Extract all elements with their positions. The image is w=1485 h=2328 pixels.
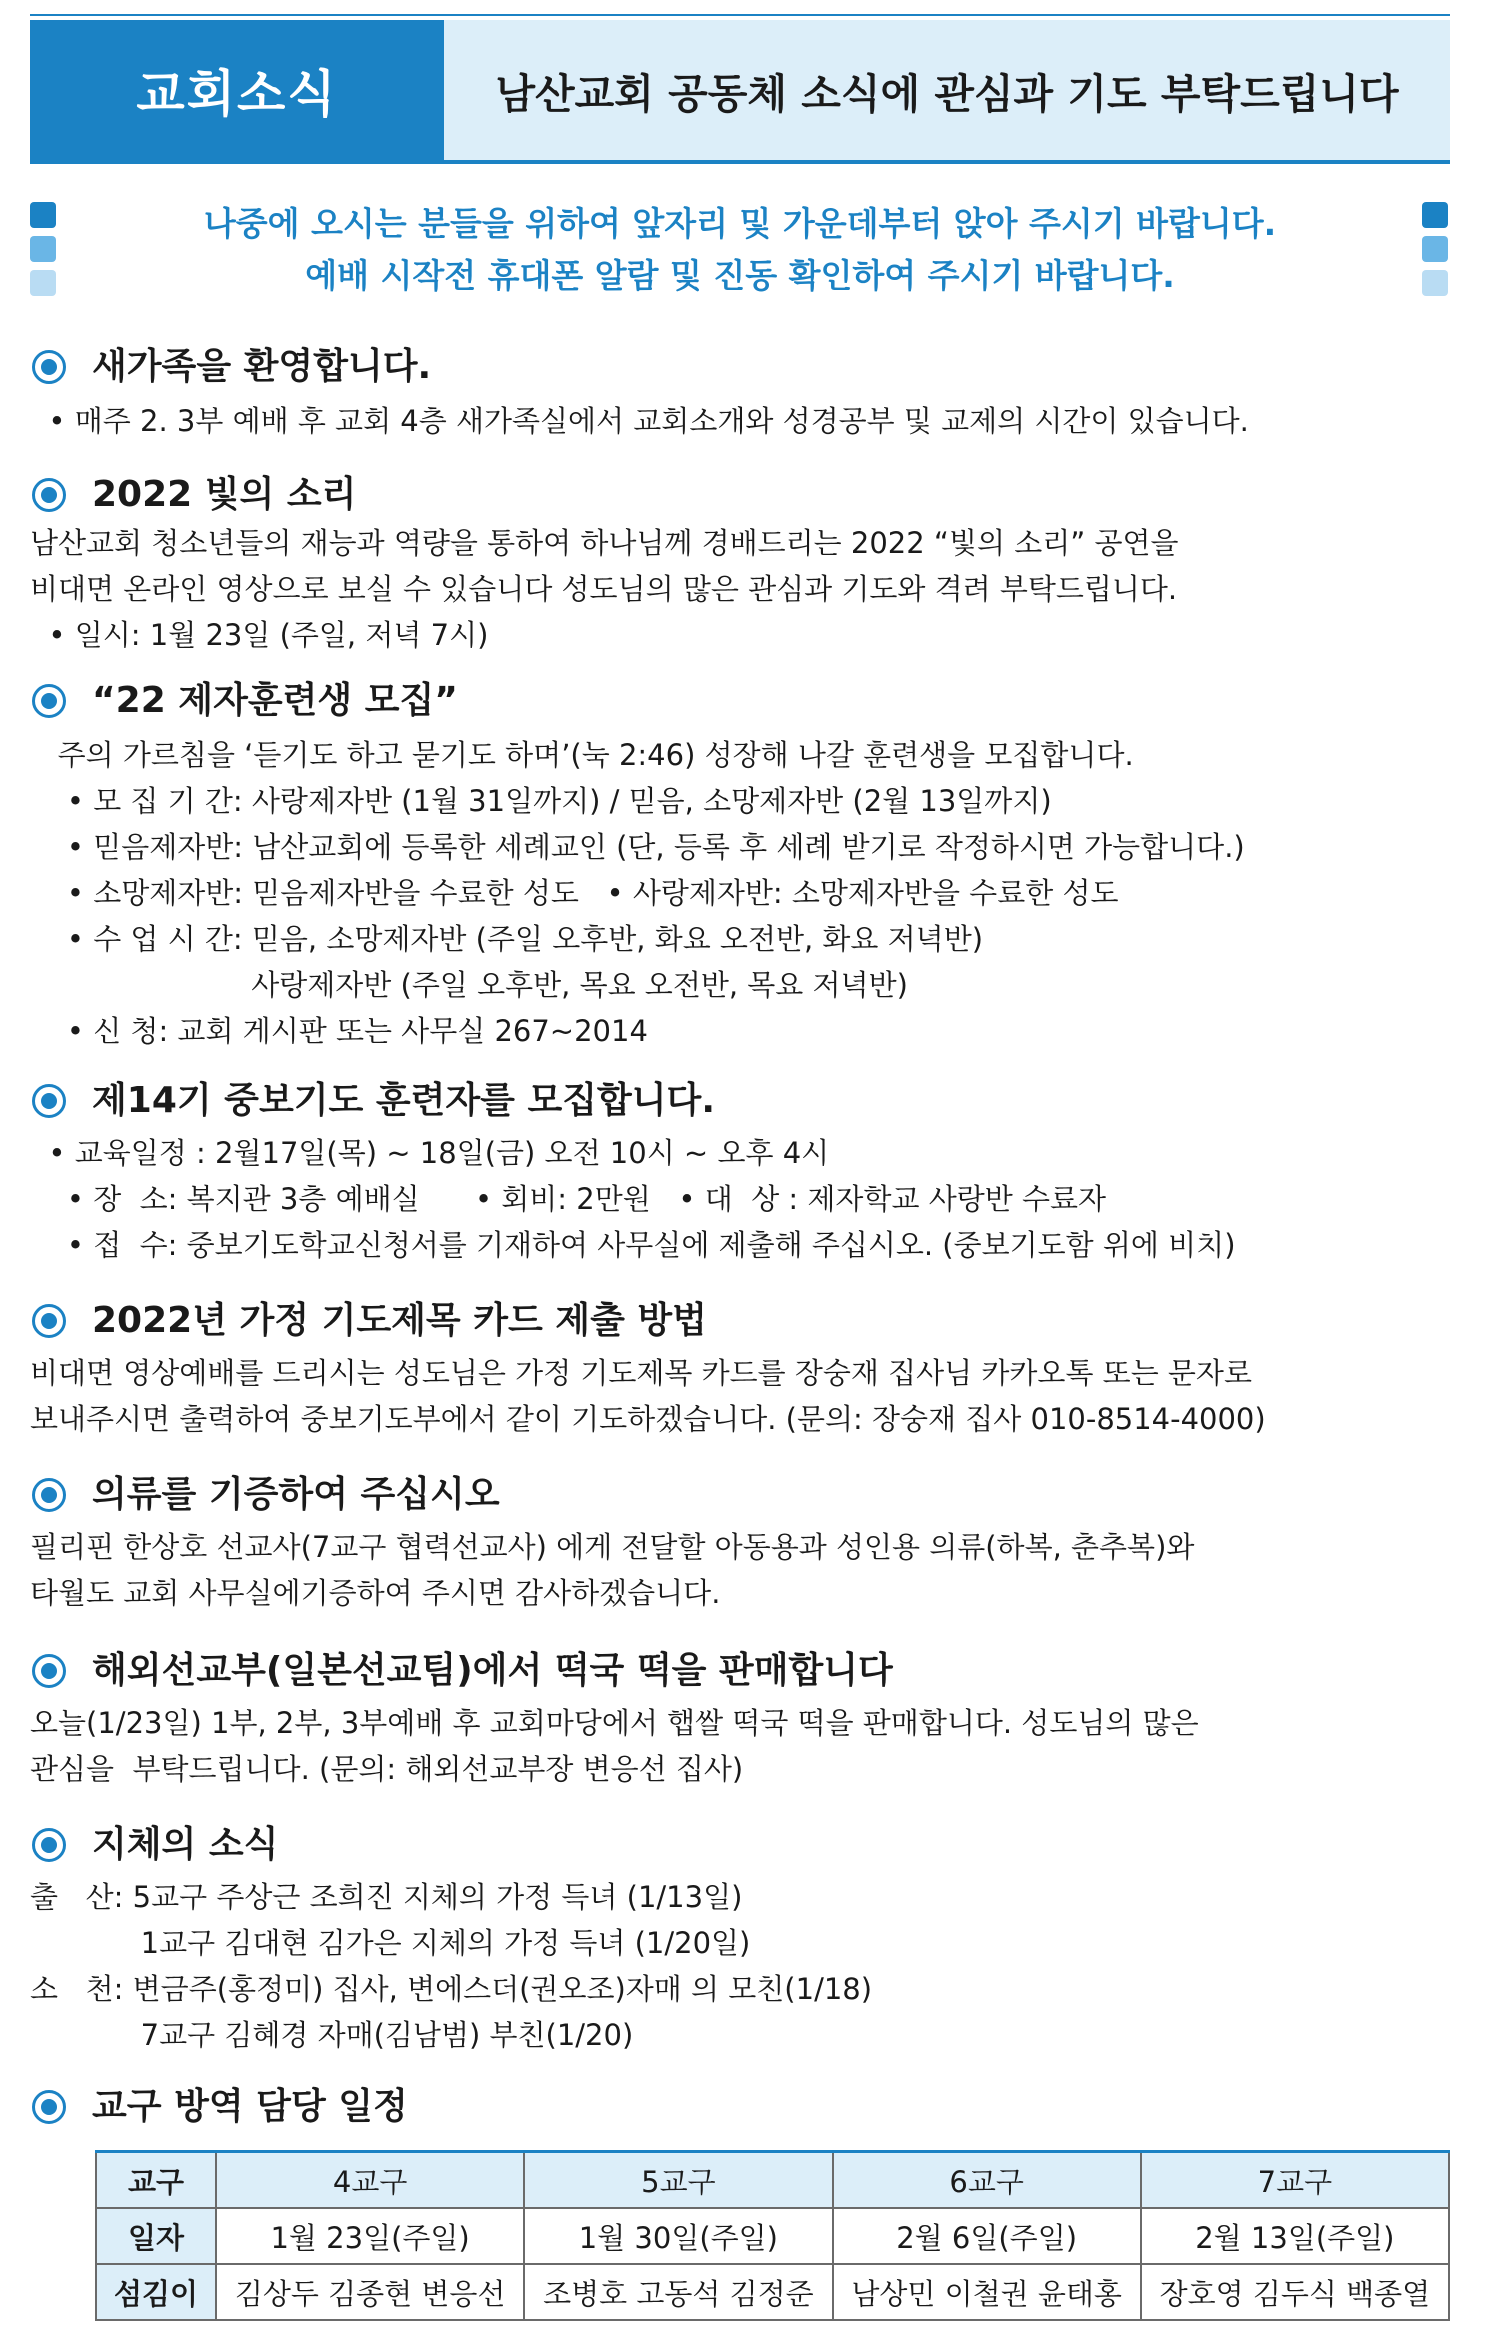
table-row <box>96 2208 1449 2264</box>
circle-bullet-icon <box>32 478 66 512</box>
table-column-header: 6교구 <box>833 2152 1141 2209</box>
circle-bullet-icon <box>32 1654 66 1688</box>
table-header-row <box>96 2152 1449 2209</box>
square-bullets-right-icon <box>1422 202 1450 304</box>
section-line: • 신 청: 교회 게시판 또는 사무실 267~2014 <box>30 1014 648 1048</box>
section-title: 해외선교부(일본선교팀)에서 떡국 떡을 판매합니다 <box>92 1650 893 1691</box>
circle-bullet-icon <box>32 684 66 718</box>
table-row-label: 섬김이 <box>96 2264 216 2320</box>
section-line: • 매주 2. 3부 예배 후 교회 4층 새가족실에서 교회소개와 성경공부 및 교제의 시간이 있습니다. <box>30 404 1249 438</box>
table-cell: 2월 6일(주일) <box>833 2208 1141 2264</box>
section-line: • 믿음제자반: 남산교회에 등록한 세례교인 (단, 등록 후 세례 받기로 작정하시면 가능합니다.) <box>30 830 1245 864</box>
section-line: 타월도 교회 사무실에기증하여 주시면 감사하겠습니다. <box>30 1576 721 1610</box>
section-line: 오늘(1/23일) 1부, 2부, 3부예배 후 교회마당에서 햅쌀 떡국 떡을 판매합니다. 성도님의 많은 <box>30 1706 1199 1740</box>
section-line: 비대면 온라인 영상으로 보실 수 있습니다 성도님의 많은 관심과 기도와 격려 부탁드립니다. <box>30 572 1178 606</box>
section-line: 주의 가르침을 ‘듣기도 하고 묻기도 하며’(눅 2:46) 성장해 나갈 훈련생을 모집합니다. <box>30 738 1134 772</box>
table-cell: 남상민 이철권 윤태홍 <box>833 2264 1141 2320</box>
section-title: 2022 빛의 소리 <box>92 474 357 515</box>
notice-line: 예배 시작전 휴대폰 알람 및 진동 확인하여 주시기 바랍니다. <box>305 256 1175 295</box>
section-title: 새가족을 환영합니다. <box>92 346 432 387</box>
table-column-header: 4교구 <box>216 2152 524 2209</box>
section-line: 사랑제자반 (주일 오후반, 목요 오전반, 목요 저녁반) <box>30 968 908 1002</box>
circle-bullet-icon <box>32 2090 66 2124</box>
notice-box <box>30 198 1450 308</box>
table-cell: 1월 23일(주일) <box>216 2208 524 2264</box>
table-cell: 김상두 김종현 변응선 <box>216 2264 524 2320</box>
section-new-family <box>30 342 1450 444</box>
header-badge: 교회소식 <box>30 20 444 160</box>
table-cell: 2월 13일(주일) <box>1141 2208 1449 2264</box>
section-title: 제14기 중보기도 훈련자를 모집합니다. <box>92 1080 716 1121</box>
section-member-news <box>30 1820 1450 2058</box>
schedule-table <box>95 2150 1450 2321</box>
table-cell: 조병호 고동석 김정준 <box>524 2264 832 2320</box>
table-column-header: 5교구 <box>524 2152 832 2209</box>
square-bullets-left-icon <box>30 202 58 304</box>
circle-bullet-icon <box>32 1304 66 1338</box>
section-quarantine-schedule <box>30 2082 1450 2132</box>
section-disciple-training <box>30 676 1450 1054</box>
section-line: 출 산: 5교구 주상근 조희진 지체의 가정 득녀 (1/13일) <box>30 1880 743 1914</box>
circle-bullet-icon <box>32 1478 66 1512</box>
section-light-sound <box>30 470 1450 658</box>
section-line: • 소망제자반: 믿음제자반을 수료한 성도 • 사랑제자반: 소망제자반을 수료한 성도 <box>30 876 1119 910</box>
section-line: 필리핀 한상호 선교사(7교구 협력선교사) 에게 전달할 아동용과 성인용 의류(하복, 춘추복)와 <box>30 1530 1195 1564</box>
header-banner <box>30 20 1450 164</box>
section-line: • 장 소: 복지관 3층 예배실 • 회비: 2만원 • 대 상 : 제자학교 사랑반 수료자 <box>30 1182 1106 1216</box>
table-cell: 1월 30일(주일) <box>524 2208 832 2264</box>
circle-bullet-icon <box>32 1828 66 1862</box>
section-title: 의류를 기증하여 주십시오 <box>92 1474 500 1515</box>
circle-bullet-icon <box>32 1084 66 1118</box>
table-column-header: 7교구 <box>1141 2152 1449 2209</box>
section-line: 보내주시면 출력하여 중보기도부에서 같이 기도하겠습니다. (문의: 장숭재 집사 010-8514-4000) <box>30 1402 1266 1436</box>
section-line: • 수 업 시 간: 믿음, 소망제자반 (주일 오후반, 화요 오전반, 화요 저녁반) <box>30 922 984 956</box>
header-title: 남산교회 공동체 소식에 관심과 기도 부탁드립니다 <box>495 69 1399 118</box>
section-line: 소 천: 변금주(홍정미) 집사, 변에스더(권오조)자매 의 모친(1/18) <box>30 1972 873 2006</box>
top-rule <box>30 14 1450 16</box>
section-line: 1교구 김대현 김가은 지체의 가정 득녀 (1/20일) <box>30 1926 751 1960</box>
section-prayer-card <box>30 1296 1450 1442</box>
section-title: 2022년 가정 기도제목 카드 제출 방법 <box>92 1300 707 1341</box>
table-cell: 장호영 김두식 백종열 <box>1141 2264 1449 2320</box>
table-row-label: 일자 <box>96 2208 216 2264</box>
section-clothing-donation <box>30 1470 1450 1616</box>
schedule-table-wrap <box>95 2150 1450 2321</box>
notice-line: 나중에 오시는 분들을 위하여 앞자리 및 가운데부터 앉아 주시기 바랍니다. <box>203 204 1277 243</box>
section-title: “22 제자훈련생 모집” <box>92 680 458 721</box>
section-rice-cake-sale <box>30 1646 1450 1792</box>
section-title: 교구 방역 담당 일정 <box>92 2086 408 2127</box>
section-line: • 교육일정 : 2월17일(목) ~ 18일(금) 오전 10시 ~ 오후 4시 <box>30 1136 830 1170</box>
section-line: • 일시: 1월 23일 (주일, 저녁 7시) <box>30 618 489 652</box>
table-row <box>96 2264 1449 2320</box>
section-intercessory-prayer <box>30 1076 1450 1268</box>
section-line: 남산교회 청소년들의 재능과 역량을 통하여 하나님께 경배드리는 2022 “빛의 소리” 공연을 <box>30 526 1179 560</box>
notice-text <box>90 198 1390 302</box>
table-row-label: 교구 <box>96 2152 216 2209</box>
circle-bullet-icon <box>32 350 66 384</box>
section-line: • 모 집 기 간: 사랑제자반 (1월 31일까지) / 믿음, 소망제자반 (2월 13일까지) <box>30 784 1052 818</box>
section-line: 관심을 부탁드립니다. (문의: 해외선교부장 변응선 집사) <box>30 1752 744 1786</box>
section-line: 7교구 김혜경 자매(김남범) 부친(1/20) <box>30 2018 634 2052</box>
section-line: 비대면 영상예배를 드리시는 성도님은 가정 기도제목 카드를 장숭재 집사님 카카오톡 또는 문자로 <box>30 1356 1252 1390</box>
section-title: 지체의 소식 <box>92 1824 279 1865</box>
section-line: • 접 수: 중보기도학교신청서를 기재하여 사무실에 제출해 주십시오. (중보기도함 위에 비치) <box>30 1228 1236 1262</box>
